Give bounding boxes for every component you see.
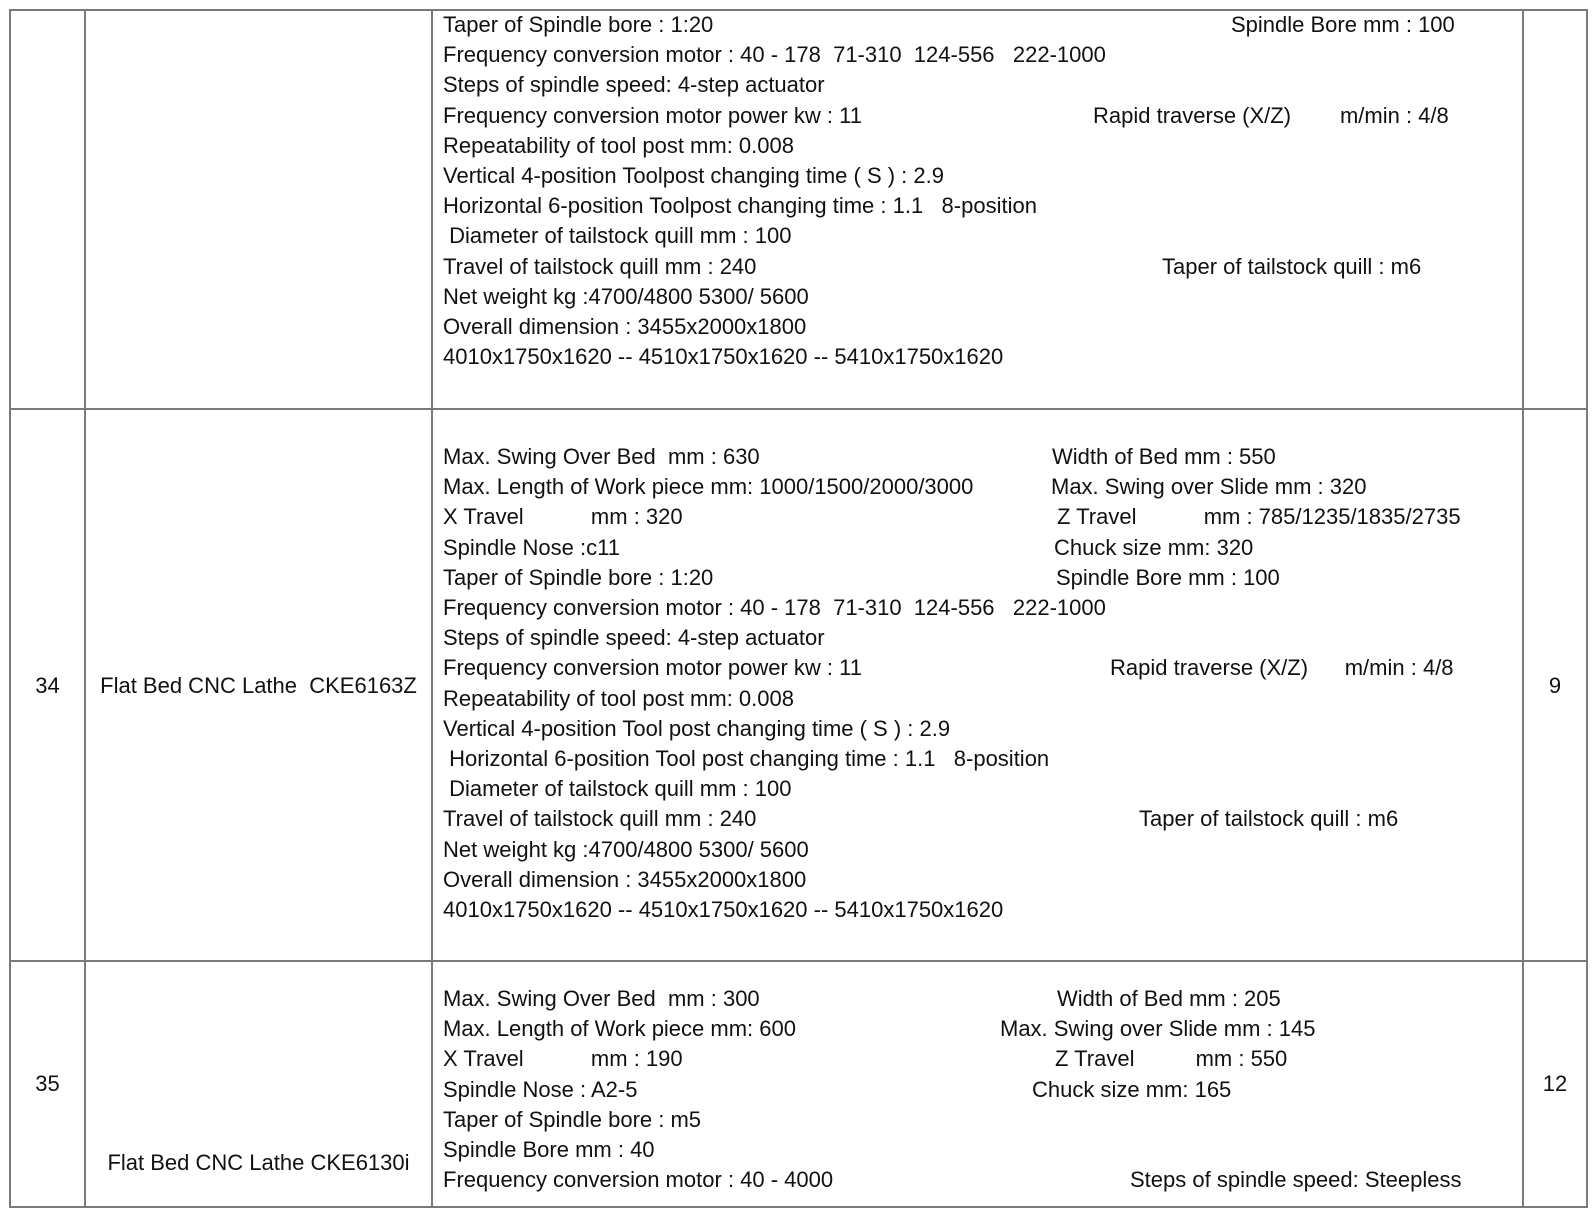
spec-line-right: Chuck size mm: 320 xyxy=(1054,534,1254,560)
spec-line: Overall dimension : 3455x2000x1800 xyxy=(443,866,807,892)
spec-line: Taper of Spindle bore : 1:20 xyxy=(443,12,714,37)
spec-line: Frequency conversion motor power kw : 11 xyxy=(443,102,862,128)
spec-line-right: Chuck size mm: 165 xyxy=(1032,1076,1232,1102)
column-divider xyxy=(1522,9,1524,1208)
spec-line: 4010x1750x1620 -- 4510x1750x1620 -- 5410x1750x1620 xyxy=(443,897,1004,922)
spec-line: X Travel mm : 190 xyxy=(443,1046,683,1072)
row-number: 35 xyxy=(35,1071,60,1096)
spec-line: Frequency conversion motor power kw : 11 xyxy=(443,655,862,681)
spec-line: Overall dimension : 3455x2000x1800 xyxy=(443,314,807,339)
spec-line: Diameter of tailstock quill mm : 100 xyxy=(443,776,792,802)
table-border-bottom xyxy=(9,1206,1588,1208)
spec-line: Max. Length of Work piece mm: 1000/1500/2000/3000 xyxy=(443,474,974,500)
spec-line-right: Max. Swing over Slide mm : 145 xyxy=(1000,1016,1316,1042)
row-divider xyxy=(9,408,1588,410)
spec-line-right: Z Travel mm : 550 xyxy=(1055,1046,1288,1072)
spec-line: Spindle Nose : A2-5 xyxy=(443,1076,638,1102)
column-divider xyxy=(84,9,86,1208)
table-border-left xyxy=(9,9,11,1208)
spec-line: Horizontal 6-position Tool post changing time : 1.1 8-position xyxy=(443,746,1050,771)
spec-line-right: Z Travel mm : 785/1235/1835/2735 xyxy=(1057,504,1461,530)
machine-name: Flat Bed CNC Lathe CKE6130i xyxy=(107,1150,410,1175)
spec-line-right: Spindle Bore mm : 100 xyxy=(1056,564,1280,590)
spec-line: Frequency conversion motor : 40 - 4000 xyxy=(443,1167,834,1193)
spec-line: Vertical 4-position Toolpost changing time ( S ) : 2.9 xyxy=(443,163,944,188)
spec-line: Diameter of tailstock quill mm : 100 xyxy=(443,223,792,249)
spec-line-right: Rapid traverse (X/Z) m/min : 4/8 xyxy=(1093,102,1449,128)
spec-line: Repeatability of tool post mm: 0.008 xyxy=(443,685,794,711)
spec-line: Travel of tailstock quill mm : 240 xyxy=(443,806,757,832)
spec-line: Max. Swing Over Bed mm : 300 xyxy=(443,986,760,1011)
table-border-right xyxy=(1586,9,1588,1208)
spec-line: Taper of Spindle bore : m5 xyxy=(443,1106,702,1132)
spec-line-right: Max. Swing over Slide mm : 320 xyxy=(1051,474,1367,500)
quantity: 12 xyxy=(1542,1071,1568,1096)
column-divider xyxy=(431,9,433,1208)
spec-line: Horizontal 6-position Toolpost changing time : 1.1 8-position xyxy=(443,193,1037,219)
row-number: 34 xyxy=(35,673,60,698)
spec-line: Steps of spindle speed: 4-step actuator xyxy=(443,625,825,651)
quantity: 9 xyxy=(1548,673,1562,698)
spec-line: Spindle Bore mm : 40 xyxy=(443,1137,655,1162)
spec-line: Repeatability of tool post mm: 0.008 xyxy=(443,132,794,158)
spec-line: Frequency conversion motor : 40 - 178 71-310 124-556 222-1000 xyxy=(443,42,1106,68)
spec-line: Spindle Nose :c11 xyxy=(443,534,620,560)
spec-line: Travel of tailstock quill mm : 240 xyxy=(443,253,757,279)
spec-line: Net weight kg :4700/4800 5300/ 5600 xyxy=(443,283,809,309)
spec-line-right: Width of Bed mm : 550 xyxy=(1052,444,1276,469)
spec-line: Frequency conversion motor : 40 - 178 71-310 124-556 222-1000 xyxy=(443,595,1106,620)
spec-line-right: Rapid traverse (X/Z) m/min : 4/8 xyxy=(1110,655,1454,681)
spec-line-right: Taper of tailstock quill : m6 xyxy=(1139,806,1399,832)
spec-line: Steps of spindle speed: 4-step actuator xyxy=(443,72,825,98)
spec-line: Net weight kg :4700/4800 5300/ 5600 xyxy=(443,836,809,862)
spec-line: Vertical 4-position Tool post changing time ( S ) : 2.9 xyxy=(443,715,951,741)
spec-line-right: Steps of spindle speed: Steepless xyxy=(1130,1167,1462,1193)
machine-name: Flat Bed CNC Lathe CKE6163Z xyxy=(100,673,417,698)
spec-line: Max. Swing Over Bed mm : 630 xyxy=(443,444,760,469)
spec-line-right: Width of Bed mm : 205 xyxy=(1057,986,1281,1011)
spec-line: Max. Length of Work piece mm: 600 xyxy=(443,1016,796,1042)
row-divider xyxy=(9,960,1588,962)
spec-line: Taper of Spindle bore : 1:20 xyxy=(443,564,714,590)
spec-line-right: Spindle Bore mm : 100 xyxy=(1231,12,1455,37)
spec-line: 4010x1750x1620 -- 4510x1750x1620 -- 5410x1750x1620 xyxy=(443,344,1004,370)
spec-line-right: Taper of tailstock quill : m6 xyxy=(1162,253,1422,279)
spec-line: X Travel mm : 320 xyxy=(443,504,683,530)
